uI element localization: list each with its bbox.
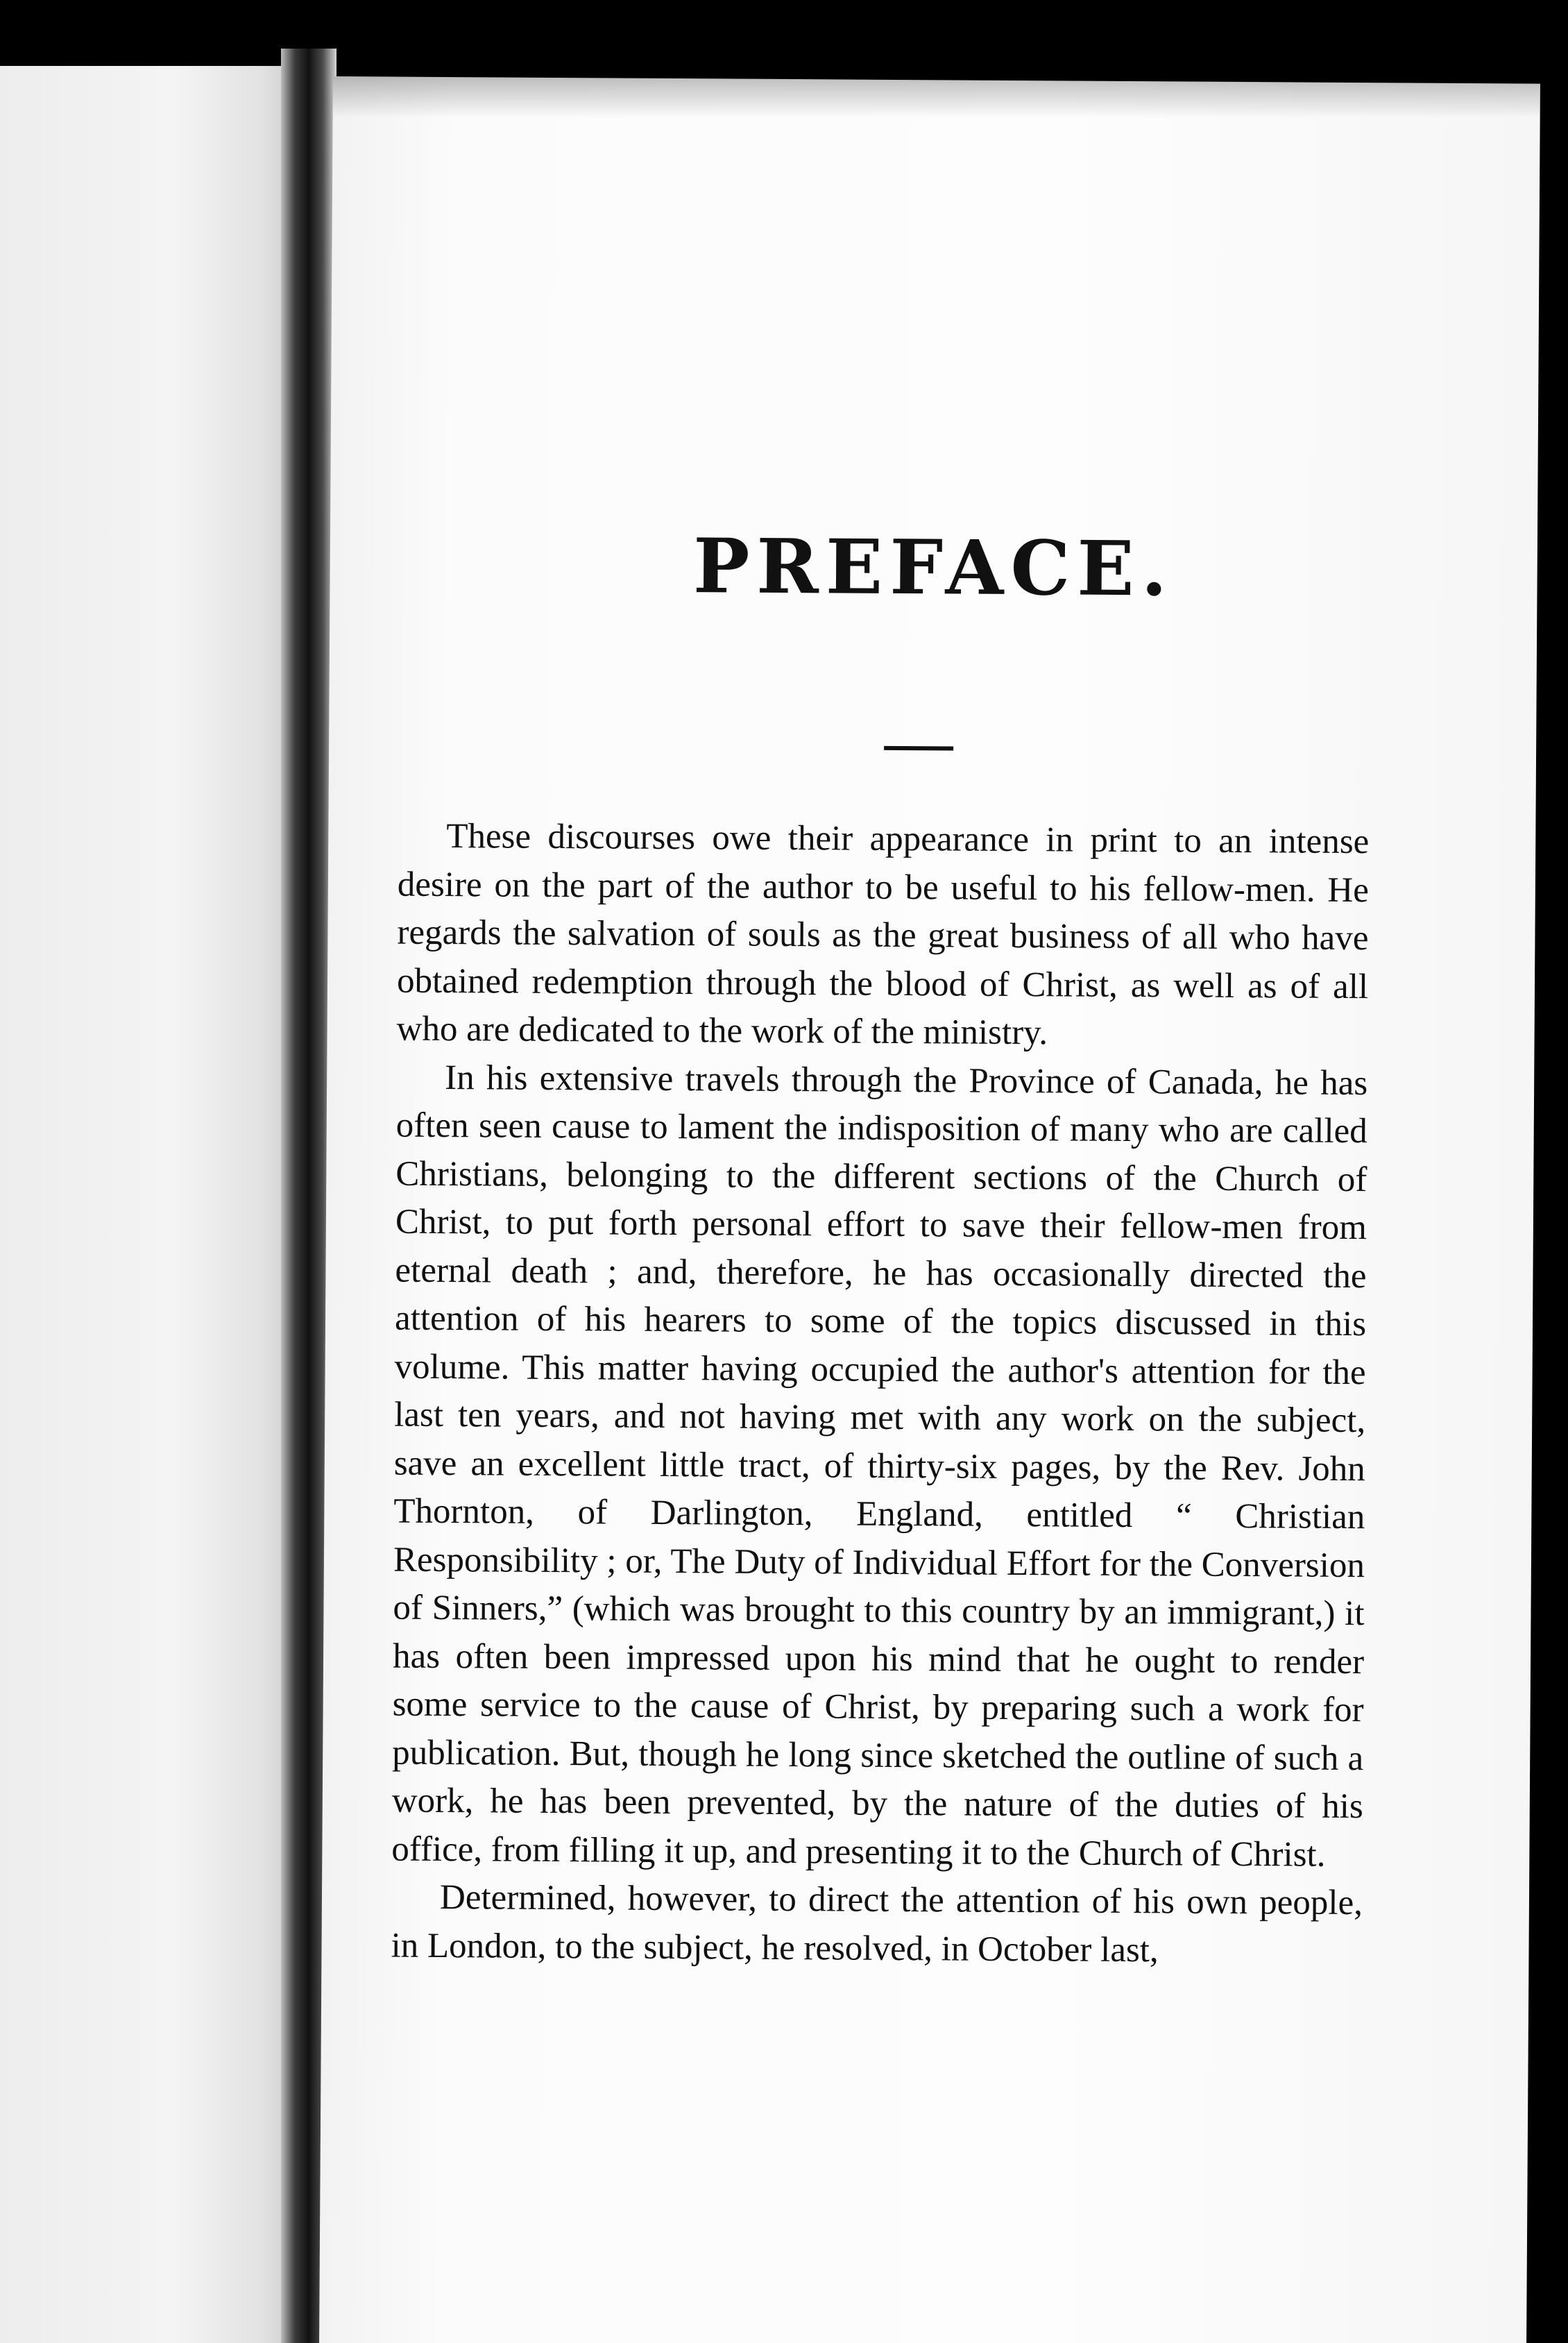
paragraph-3: Determined, however, to direct the attention of his own people, in London, to the subject, he resolved, in October last, xyxy=(391,1877,1363,1970)
title-rule xyxy=(884,746,953,751)
right-page xyxy=(319,76,1540,2343)
paragraph-1: These discourses owe their appearance in print to an intense desire on the part of the author to be useful to his fellow-men. He regards the salvation of souls as the great business of all who have obtained redemption through the blood of Christ, as well as of all who are dedicated to the work of the ministry. xyxy=(396,817,1370,1053)
page-title: PREFACE. xyxy=(692,523,1175,614)
page-top-shadow xyxy=(333,76,1540,118)
preface-body xyxy=(391,813,1369,1977)
left-page-blank xyxy=(0,66,291,2343)
right-dark-edge xyxy=(1540,0,1568,2343)
paragraph-2: In his extensive travels through the Province of Canada, he has often seen cause to lament the indisposition of many who are called Christians, belonging to the different sections of the Church of Christ, to put forth personal effort to save their fellow-men from eternal death ; and, therefore, he has occasionally directed the attention of his hearers to some of the topics discussed in this volume. This matter having occupied the author's attention for the last ten years, and not having met with any work on the subject, save an excellent little tract, of thirty-six pages, by the Rev. John Thornton, of Darlington, England, entitled “ Christian Responsibility ; or, The Duty of Individual Effort for the Conversion of Sinners,” (which was brought to this country by an immigrant,) it has often been impressed upon his mind that he ought to render some service to the cause of Christ, by preparing such a work for publication. But, though he long since sketched the outline of such a work, he has been prevented, by the nature of the duties of his office, from filling it up, and presenting it to the Church of Christ. xyxy=(391,1058,1368,1875)
